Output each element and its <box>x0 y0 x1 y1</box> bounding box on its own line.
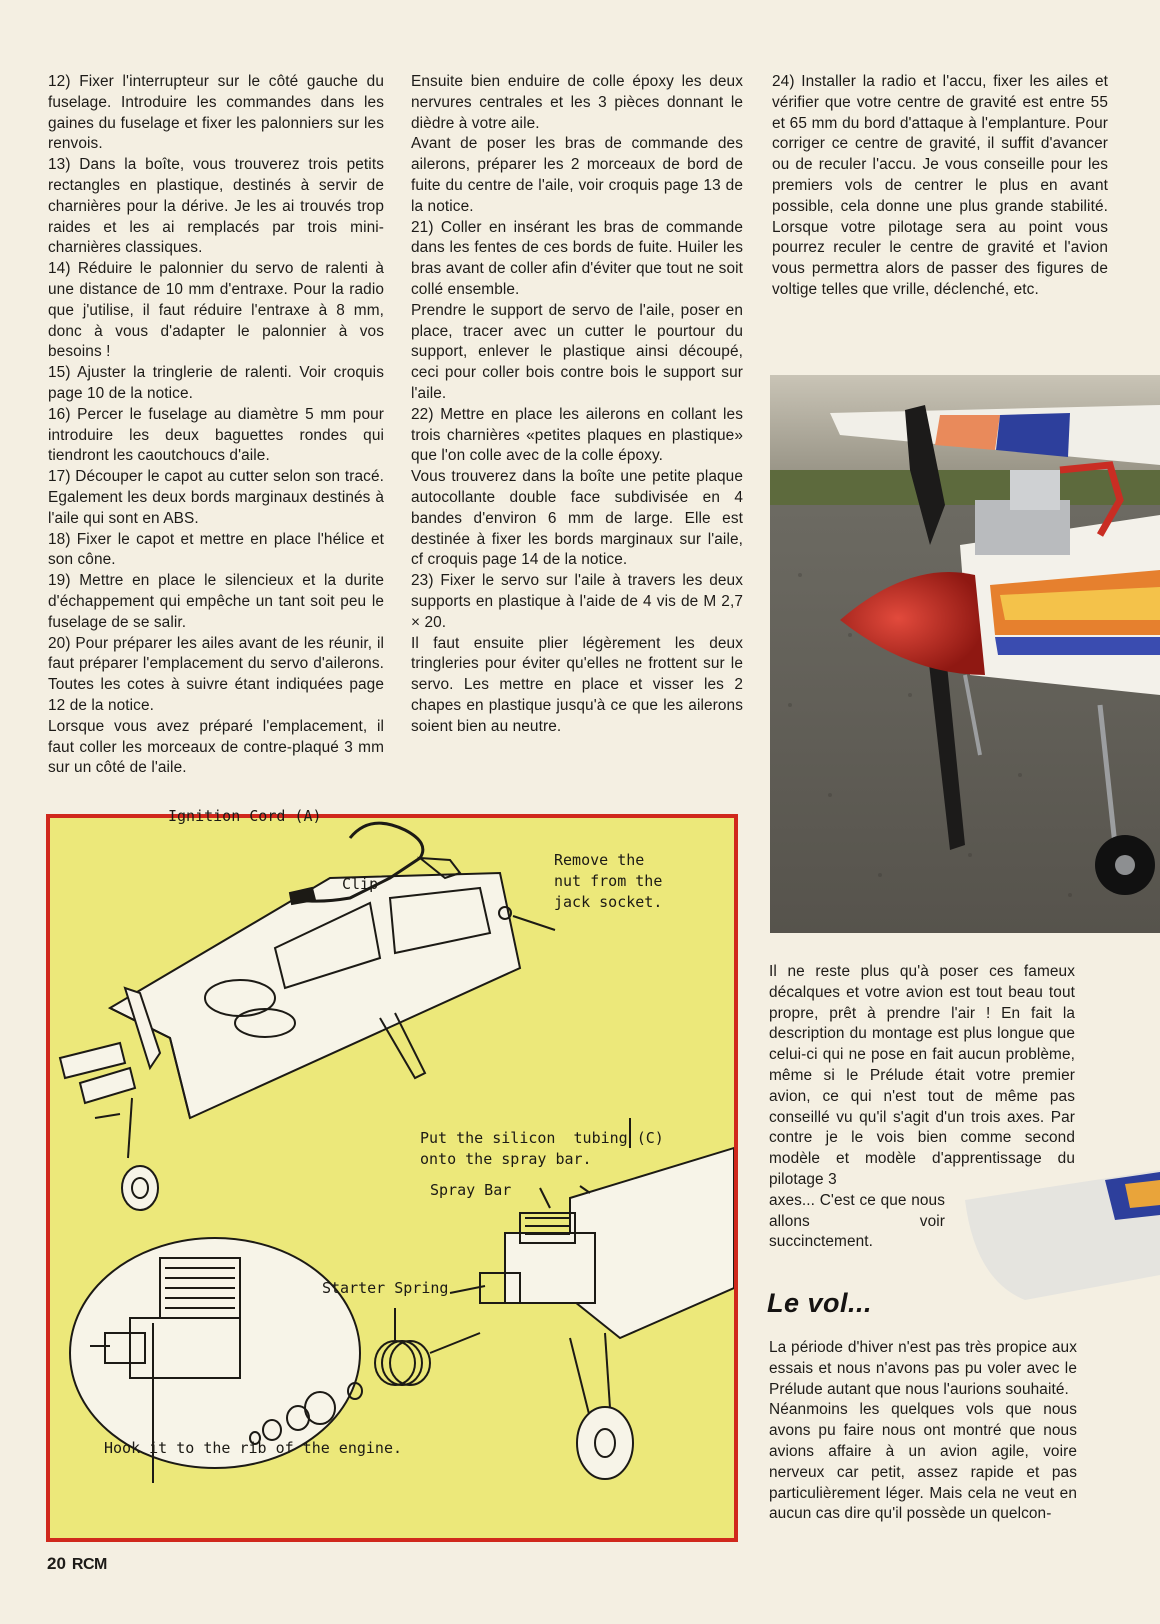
paragraph: 16) Percer le fuselage au diamètre 5 mm pour introduire les deux baguettes rondes qui tiendront les caoutchoucs d'aile. <box>48 405 384 465</box>
paragraph: Prendre le support de servo de l'aile, poser en place, tracer avec un cutter le pourtour du support, enlever le plastique ainsi découpé, ceci pour coller bois contre bois le support sur l'aile. <box>411 301 743 402</box>
paragraph: 12) Fixer l'interrupteur sur le côté gauche du fuselage. Introduire les commandes dans les gaines du fuselage et fixer les palonniers sur les renvois. <box>48 73 384 153</box>
paragraph: Vous trouverez dans la boîte une petite plaque autocollante double face subdivisée en 4 bandes d'environ 6 mm de large. Elle est destinée à fixer les bords marginaux sur l'aile, cf croquis page 14 de la notice. <box>411 468 743 569</box>
paragraph: Avant de poser les bras de commande des ailerons, préparer les 2 morceaux de bord de fuite du centre de l'aile, voir croquis page 13 de la notice. <box>411 135 743 215</box>
airplane-photo <box>770 375 1160 933</box>
label-clip: Clip <box>342 875 379 893</box>
label-spray-bar: Spray Bar <box>430 1181 512 1199</box>
paragraph: 20) Pour préparer les ailes avant de les réunir, il faut préparer l'emplacement du servo d'ailerons. Toutes les cotes à suivre étant indiquées page 12 de la notice. <box>48 634 384 714</box>
paragraph: Il faut ensuite plier légèrement les deux tringleries pour éviter qu'elles ne frottent sur le servo. Les mettre en place et visser les 2 chapes en plastique jusqu'à ce que les ailerons soient bien au neutre. <box>411 634 743 735</box>
label-ignition-cord: Ignition Cord (A) <box>168 807 322 825</box>
paragraph: 15) Ajuster la tringlerie de ralenti. Voir croquis page 10 de la notice. <box>48 364 384 402</box>
paragraph: 23) Fixer le servo sur l'aile à travers les deux supports en plastique à l'aide de 4 vis de M 2,7 × 20. <box>411 572 743 631</box>
paragraph-wrapped: axes... C'est ce que nous allons voir succinctement. <box>769 1191 945 1251</box>
paragraph: 18) Fixer le capot et mettre en place l'hélice et son cône. <box>48 530 384 569</box>
paragraph: La période d'hiver n'est pas très propice aux essais et nous n'avons pas pu voler avec le Prélude autant que nous l'aurions souhaité. <box>769 1339 1077 1398</box>
paragraph: Lorsque vous avez préparé l'emplacement, il faut coller les morceaux de contre-plaqué 3 mm sur un côté de l'aile. <box>48 717 384 777</box>
paragraph: 24) Installer la radio et l'accu, fixer les ailes et vérifier que votre centre de gravité est entre 55 et 65 mm du bord d'attaque à l'emplanture. Pour corriger ce centre de gravité, il suffit d'avancer ou de reculer l'accu. Je vous conseille pour les premiers vols de centrer le plus en avant possible, cela donne une plus grande stabilité. Lorsque votre pilotage sera au point vous pourrez reculer le centre de gravité et l'avion vous permettra alors de passer des figures de voltige telles que vrille, déclenché, etc. <box>772 73 1108 298</box>
paragraph: 22) Mettre en place les ailerons en collant les trois charnières «petites plaques en plastique» que l'on colle avec de la colle époxy. <box>411 405 743 465</box>
label-hook-rib: Hook it to the rib of the engine. <box>104 1439 403 1457</box>
article-column-1 <box>48 72 384 779</box>
paragraph: 19) Mettre en place le silencieux et la durite d'échappement qui empêche un tant soit peu le fuselage de se salir. <box>48 572 384 631</box>
paragraph: 14) Réduire le palonnier du servo de ralenti à une distance de 10 mm d'entraxe. Pour la radio que j'utilise, il faut réduire l'entraxe à 8 mm, donc à vous d'adapter le palonnier à vos besoins ! <box>48 260 384 361</box>
magazine-logo: RCM <box>71 1556 107 1573</box>
assembly-diagram <box>46 807 738 1542</box>
label-starter-spring: Starter Spring <box>322 1279 449 1297</box>
paragraph: 13) Dans la boîte, vous trouverez trois petits rectangles en plastique, destinés à servir de charnières pour la dérive. Je les ai trouvés trop raides et les ai remplacés par trois mini-charnières classiques. <box>48 156 384 257</box>
paragraph: 17) Découper le capot au cutter selon son tracé. Egalement les deux bords marginaux destinés à l'aile qui sont en ABS. <box>48 468 384 527</box>
paragraph: Néanmoins les quelques vols que nous avons pu faire nous ont montré que nous avions affaire à un avion agile, voire nerveux car petit, assez rapide et pas particulièrement léger. Mais cela ne veut en aucun cas dire qu'il possède un quelcon- <box>769 1401 1077 1523</box>
diagram-drawing <box>50 818 734 1538</box>
article-column-3-bottom <box>769 1338 1077 1525</box>
page-number: 20 <box>47 1554 66 1573</box>
airplane-photo-illustration <box>770 375 1160 933</box>
article-column-3 <box>772 72 1108 301</box>
wing-photo-illustration <box>965 1160 1160 1300</box>
paragraph: Ensuite bien enduire de colle époxy les deux nervures centrales et les 3 pièces donnant le dièdre à votre aile. <box>411 73 743 132</box>
article-column-2 <box>411 72 743 738</box>
paragraph: 21) Coller en insérant les bras de commande dans les fentes de ces bords de fuite. Huiler les bras avant de coller afin d'éviter que tout ne soit collé ensemble. <box>411 218 743 298</box>
page-footer <box>47 1554 107 1574</box>
wing-photo <box>965 1160 1160 1300</box>
label-silicon-tubing: Put the silicon tubing (C) onto the spray bar. <box>420 1129 664 1168</box>
section-heading: Le vol... <box>767 1288 873 1318</box>
paragraph: Il ne reste plus qu'à poser ces fameux décalques et votre avion est tout beau tout propre, prêt à prendre l'air ! En fait la description du montage est plus longue que celui-ci qui ne pose en fait aucun problème, même si le Prélude était votre premier avion, ce qui n'est tout de même pas conseillé vu qu'il s'agit d'un trois axes. Par contre je le vois bien comme second modèle et modèle d'apprentissage du pilotage 3 <box>769 963 1075 1188</box>
label-remove-nut: Remove the nut from the jack socket. <box>554 851 663 911</box>
